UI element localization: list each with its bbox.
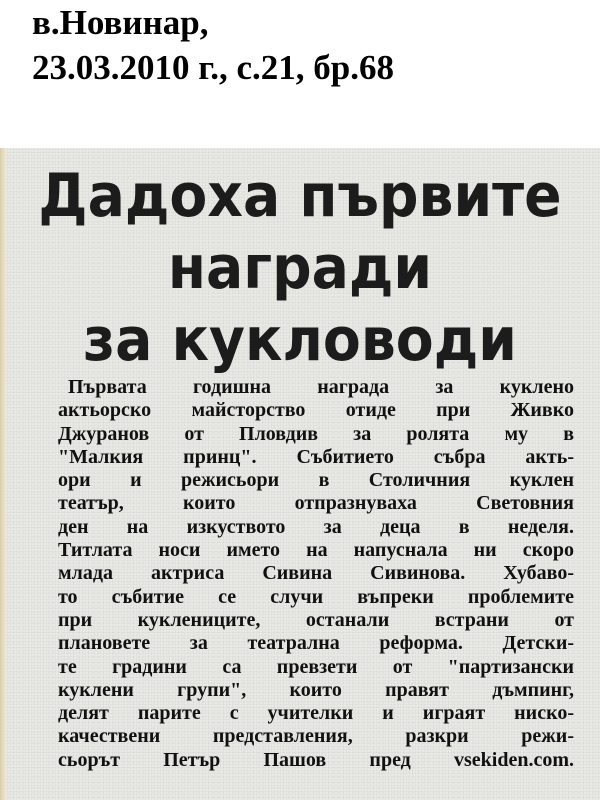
body-line: ори и режисьори в Столичния куклен xyxy=(58,469,574,492)
body-line: млада актриса Сивина Сивинова. Хубаво- xyxy=(58,562,574,585)
body-line: качествени представления, разкри режи- xyxy=(58,725,574,748)
newspaper-clipping xyxy=(0,148,600,800)
body-line: Титлата носи името на напусналa ни скоро xyxy=(58,539,574,562)
headline-line: Дадоха първите xyxy=(38,161,562,231)
body-line: актьорско майсторство отиде при Живко xyxy=(58,399,574,422)
body-line: при кукленицитe, останали встрани от xyxy=(58,608,574,631)
body-line: делят парите с учителки и играят ниско- xyxy=(58,702,574,725)
article-headline xyxy=(24,160,576,376)
body-line: Джуранов от Пловдив за ролята му в xyxy=(58,422,574,445)
headline-line: награди xyxy=(167,233,433,303)
body-line: театър, които отпразнуваха Световния xyxy=(58,492,574,515)
publication-date-page-issue: 23.03.2010 г., с.21, бр.68 xyxy=(32,48,394,87)
headline-line: за кукловоди xyxy=(83,305,517,375)
clipping-edge xyxy=(0,148,6,800)
body-line: то събитие се случи въпреки проблемите xyxy=(58,585,574,608)
body-line: плановете за театрална реформа. Детски- xyxy=(58,632,574,655)
publication-name: в.Новинар, xyxy=(32,3,209,42)
body-line: "Малкия принц". Събитието събра акть- xyxy=(58,445,574,468)
publication-source-header xyxy=(32,0,600,90)
body-line: Първата годишна награда за куклено xyxy=(68,376,574,398)
body-line: куклени групи", които правят дъмпинг, xyxy=(58,678,574,701)
body-line: те градини са превзети от "партизански xyxy=(58,655,574,678)
article-body xyxy=(58,376,574,772)
body-line: ден на изкуството за деца в неделя. xyxy=(58,515,574,538)
body-line: сьорът Петър Пашов пред vsekiden.com. xyxy=(58,748,574,771)
